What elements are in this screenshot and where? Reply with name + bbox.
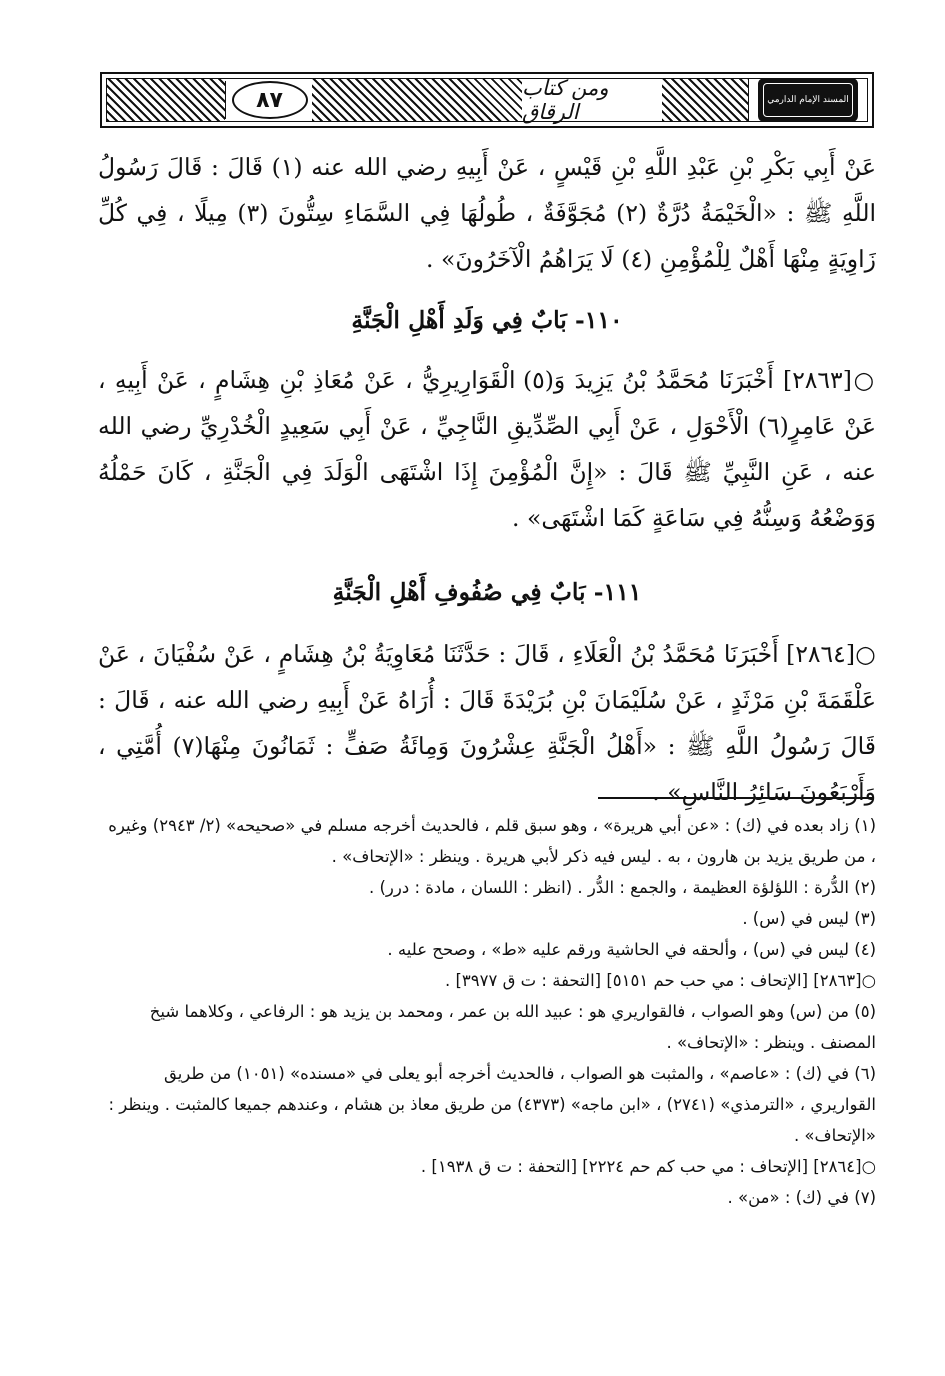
chapter-heading-110: ١١٠- بَابٌ فِي وَلَدِ أَهْلِ الْجَنَّةِ [351,306,623,334]
hadith-paragraph-2864: ○[٢٨٦٤] أَخْبَرَنَا مُحَمَّدُ بْنُ الْعَلَاءِ ، قَالَ : حَدَّثَنَا مُعَاوِيَةُ بْنُ هِشَامٍ ، عَنْ سُفْيَانَ ، عَنْ عَلْقَمَةَ بْنِ مَرْثَدٍ ، عَنْ سُلَيْمَانَ بْنِ بُرَيْدَةَ قَالَ : أُرَاهُ عَنْ أَبِيهِ رضي الله عنه ، قَالَ : قَالَ رَسُولُ اللَّهِ ﷺ : «أَهْلُ الْجَنَّةِ عِشْرُونَ وَمِائَةُ صَفٍّ : ثَمَانُونَ مِنْهَا(٧) أُمَّتِي ، وَأَرْبَعُونَ سَائِرُ النَّاسِ» . [98,640,876,806]
publisher-seal-box [748,79,867,121]
chapter-heading-111: ١١١- بَابٌ فِي صُفُوفِ أَهْلِ الْجَنَّةِ [332,578,642,606]
footnote-1: (١) زاد بعده في (ك) : «عن أبي هريرة» ، وهو سبق قلم ، فالحديث أخرجه مسلم في «صحيحه» (٢/ ٢٩٤٣) وغيره ، من طريق يزيد بن هارون ، به . ليس فيه ذكر لأبي هريرة . وينظر : «الإتحاف» . [108,816,876,866]
publisher-seal-icon [758,78,858,122]
footnote-2: (٢) الدُّرة : اللؤلؤة العظيمة ، والجمع : الدُّر . (انظر : اللسان ، مادة : درر) . [368,878,876,897]
footnote-4: (٤) ليس في (س) ، وألحقه في الحاشية ورقم عليه «ط» ، وصحح عليه . [387,940,876,959]
hadith-paragraph-1: عَنْ أَبِي بَكْرِ بْنِ عَبْدِ اللَّهِ بْنِ قَيْسٍ ، عَنْ أَبِيهِ رضي الله عنه (١) قَالَ : قَالَ رَسُولُ اللَّهِ ﷺ : «الْخَيْمَةُ دُرَّةٌ (٢) مُجَوَّفَةٌ ، طُولُهَا فِي السَّمَاءِ سِتُّونَ (٣) مِيلًا ، فِي كُلِّ زَاوِيَةٍ مِنْهَا أَهْلٌ لِلْمُؤْمِنِ (٤) لَا يَرَاهُمُ الْآخَرُونَ» . [98,153,877,273]
footnote-separator [598,797,874,799]
footnote-3: (٣) ليس في (س) . [742,909,876,928]
hadith-paragraph-2863: ○[٢٨٦٣] أَخْبَرَنَا مُحَمَّدُ بْنُ يَزِيدَ وَ(٥) الْقَوَارِيرِيُّ ، عَنْ مُعَاذِ بْنِ هِشَامٍ ، عَنْ أَبِيهِ ، عَنْ عَامِرٍ(٦) الْأَحْوَلِ ، عَنْ أَبِي الصِّدِّيقِ النَّاجِيِّ ، عَنْ أَبِي سَعِيدٍ الْخُدْرِيِّ رضي الله عنه ، عَنِ النَّبِيِّ ﷺ قَالَ : «إِنَّ الْمُؤْمِنَ إِذَا اشْتَهَى الْوَلَدَ فِي الْجَنَّةِ ، كَانَ حَمْلُهُ وَوَضْعُهُ وَسِنُّهُ فِي سَاعَةٍ كَمَا اشْتَهَى» . [98,366,876,532]
header-ornament-middle-left [312,79,522,121]
page-header [100,72,874,128]
running-title: ومن كتاب الرقاق [522,81,662,119]
page-number: ٨٧ [232,81,308,119]
seal-text: المسند الإمام الدارمي [767,95,849,105]
footnote-6: (٦) في (ك) : «عاصم» ، والمثبت هو الصواب ، فالحديث أخرجه أبو يعلى في «مسنده» (١٠٥١) من طريق القواريري ، «الترمذي» (٢٧٤١) ، «ابن ماجه» (٤٣٧٣) من طريق معاذ بن هشام ، وعندهم جميعا كالمثبت . وينظر : «الإتحاف» . [108,1064,876,1145]
footnote-5: (٥) من (س) وهو الصواب ، فالقواريري هو : عبيد الله بن عمر ، ومحمد بن يزيد هو : الرفاعي ، وكلاهما شيخ المصنف . وينظر : «الإتحاف» . [149,1002,876,1052]
footnote-ref-2864: ○[٢٨٦٤] [الإتحاف : مي حب كم حم ٢٢٢٤] [التحفة : ت ق ١٩٣٨] . [420,1157,876,1176]
footnote-7: (٧) في (ك) : «من» . [727,1188,876,1207]
footnote-ref-2863: ○[٢٨٦٣] [الإتحاف : مي حب حم ٥١٥١] [التحفة : ت ق ٣٩٧٧] . [444,971,876,990]
footnotes [98,810,876,1213]
header-frame [106,78,868,122]
page-number-box [225,81,314,119]
header-ornament-left [107,79,225,121]
header-ornament-middle-right [662,79,757,121]
